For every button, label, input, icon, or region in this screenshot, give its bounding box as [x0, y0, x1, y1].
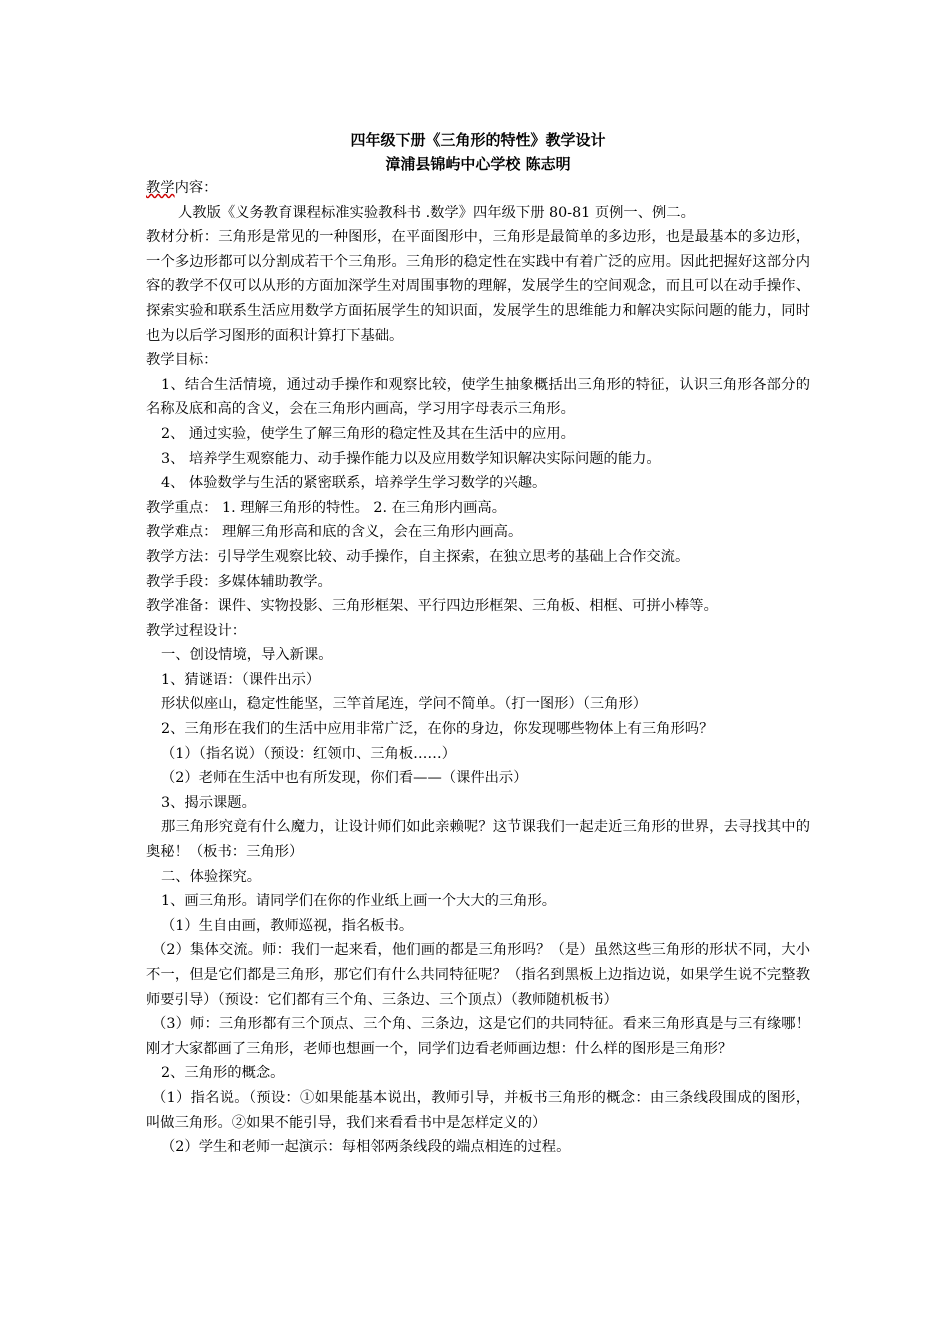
paragraph: 形状似座山，稳定性能坚，三竿首尾连，学问不简单。（打一图形）（三角形）	[161, 696, 648, 713]
paragraph: 二、体验探究。	[161, 868, 262, 885]
paragraph: 教材分析：三角形是常见的一种图形，在平面图形中，三角形是最简单的多边形，也是最基本的多边形，一个多边形都可以分割成若干个三角形。三角形的稳定性在实践中有着广泛的应用。因此把握好这部分内容的教学不仅可以从形的方面加深学生对周围事物的理解，发展学生的空间观念，而且可以在动手操作、探索实验和联系生活应用数学方面拓展学生的知识面，发展学生的思维能力和解决实际问题的能力，同时也为以后学习图形的面积计算打下基础。	[146, 229, 810, 344]
paragraph: （2）学生和老师一起演示：每相邻两条线段的端点相连的过程。	[161, 1139, 571, 1156]
paragraph: 2、三角形在我们的生活中应用非常广泛，在你的身边，你发现哪些物体上有三角形吗？	[161, 721, 714, 738]
document-subtitle: 漳浦县锦屿中心学校 陈志明	[385, 155, 571, 173]
paragraph: （1）（指名说）（预设：红领巾、三角板……）	[161, 745, 457, 762]
paragraph: 教学准备：课件、实物投影、三角形框架、平行四边形框架、三角板、相框、可拼小棒等。	[146, 598, 718, 615]
document-page	[146, 128, 810, 1160]
paragraph: 3、揭示课题。	[161, 794, 256, 811]
paragraph: 教学方法：引导学生观察比较、动手操作，自主探索，在独立思考的基础上合作交流。	[146, 548, 690, 565]
content-label-rest: 内容：	[174, 180, 218, 196]
content-heading	[146, 176, 810, 201]
paragraph: 1、猜谜语：（课件出示）	[161, 671, 321, 688]
paragraph: 3、 培养学生观察能力、动手操作能力以及应用数学知识解决实际问题的能力。	[161, 450, 661, 467]
paragraph: 人教版《义务教育课程标准实验教科书 .数学》四年级下册 80-81 页例一、例二。	[178, 204, 695, 221]
paragraph: （2）集体交流。师：我们一起来看，他们画的都是三角形吗？（是）虽然这些三角形的形状不同，大小不一，但是它们都是三角形，那它们有什么共同特征呢？（指名到黑板上边指边说，如果学生说不完整教师要引导）（预设：它们都有三个角、三条边、三个顶点）（教师随机板书）	[146, 942, 810, 1008]
paragraph: 教学过程设计：	[146, 622, 247, 639]
paragraph: 一、创设情境，导入新课。	[161, 647, 333, 664]
paragraph: 2、 通过实验，使学生了解三角形的稳定性及其在生活中的应用。	[161, 425, 575, 442]
paragraph: 那三角形究竟有什么魔力，让设计师们如此亲赖呢？这节课我们一起走近三角形的世界，去寻找其中的奥秘！（板书：三角形）	[146, 819, 810, 861]
document-title: 四年级下册《三角形的特性》教学设计	[350, 131, 606, 149]
paragraph: 教学手段：多媒体辅助教学。	[146, 573, 332, 590]
paragraph: 教学重点： 1. 理解三角形的特性。 2. 在三角形内画高。	[146, 499, 506, 516]
paragraph: （2）老师在生活中也有所发现，你们看——（课件出示）	[161, 770, 528, 787]
paragraph: 1、结合生活情境，通过动手操作和观察比较，使学生抽象概括出三角形的特征，认识三角形各部分的名称及底和高的含义，会在三角形内画高，学习用字母表示三角形。	[146, 376, 810, 418]
paragraph: （3）师：三角形都有三个顶点、三个角、三条边，这是它们的共同特征。看来三角形真是与三有缘哪！刚才大家都画了三角形，老师也想画一个，同学们边看老师画边想：什么样的图形是三角形？	[146, 1016, 810, 1057]
content-label-underlined: 教学	[146, 180, 175, 196]
paragraph: 4、 体验数学与生活的紧密联系，培养学生学习数学的兴趣。	[161, 475, 547, 492]
paragraph: （1）指名说。（预设：①如果能基本说出，教师引导，并板书三角形的概念：由三条线段围成的图形，叫做三角形。②如果不能引导，我们来看看书中是怎样定义的）	[146, 1089, 810, 1131]
paragraph: 教学目标：	[146, 352, 218, 369]
paragraph: 1、画三角形。请同学们在你的作业纸上画一个大大的三角形。	[161, 893, 557, 910]
paragraph: 教学难点： 理解三角形高和底的含义，会在三角形内画高。	[146, 524, 523, 541]
paragraph: 2、三角形的概念。	[161, 1065, 285, 1082]
paragraph: （1）生自由画，教师巡视，指名板书。	[161, 917, 414, 934]
